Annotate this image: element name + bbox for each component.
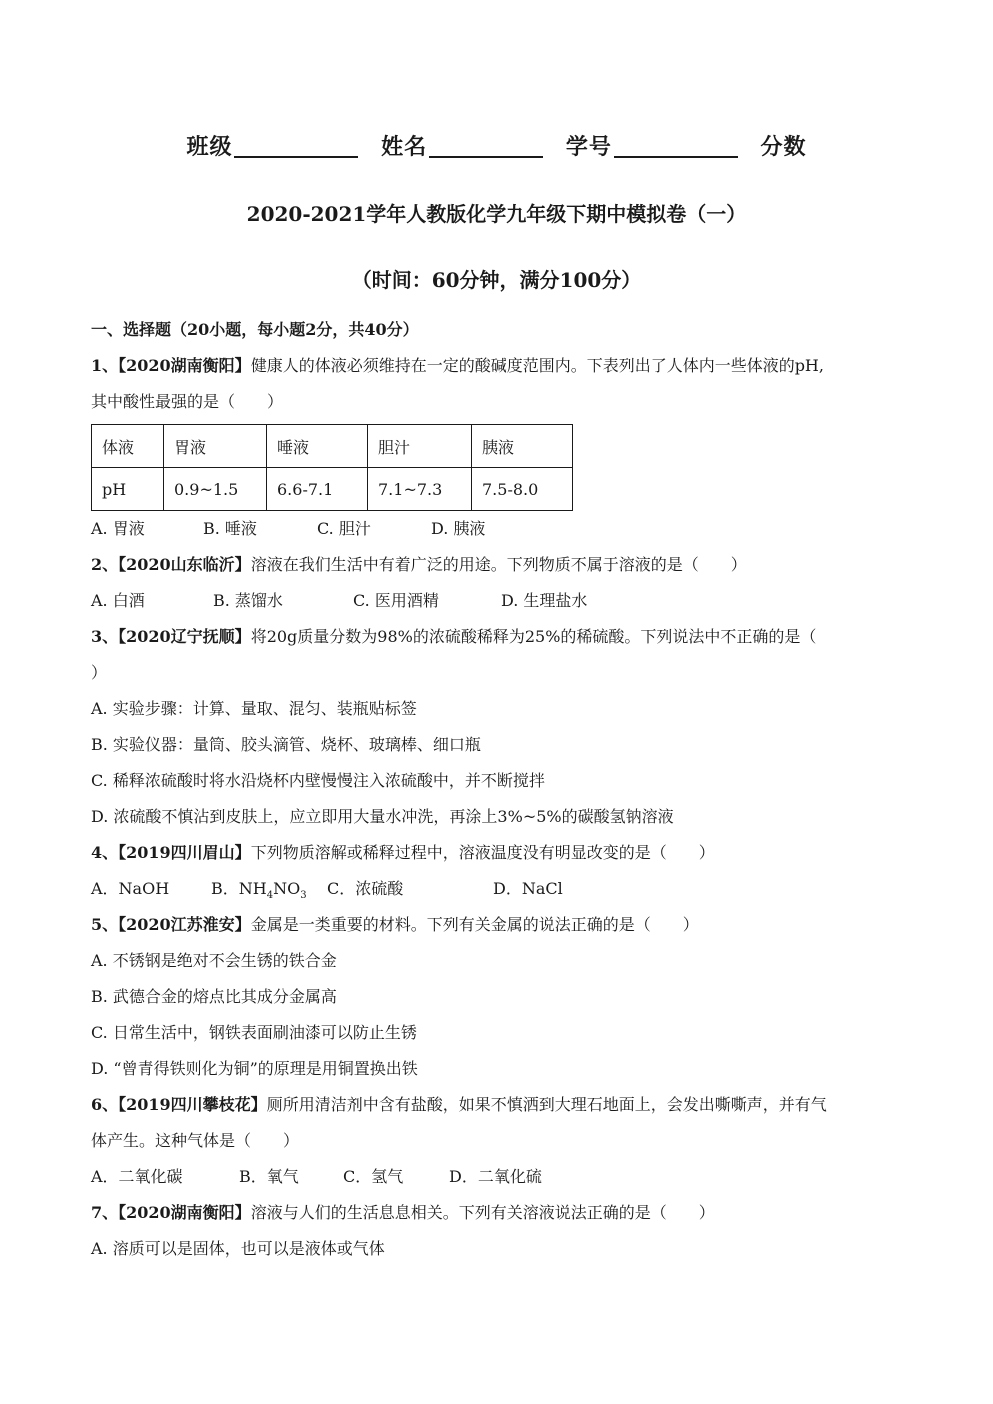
question-2-options bbox=[91, 583, 901, 619]
question-text: 下列物质溶解或稀释过程中，溶液温度没有明显改变的是（ ） bbox=[250, 843, 715, 862]
question-source: 【2020山东临沂】 bbox=[118, 555, 251, 574]
question-text: 厕所用清洁剂中含有盐酸，如果不慎洒到大理石地面上，会发出嘶嘶声，并有气 bbox=[266, 1095, 827, 1114]
question-6 bbox=[91, 1087, 901, 1123]
question-3-cont: ） bbox=[91, 663, 108, 682]
question-number: 6、 bbox=[91, 1095, 119, 1114]
option-c: C. 稀释浓硫酸时将水沿烧杯内壁慢慢注入浓硫酸中，并不断搅拌 bbox=[91, 771, 545, 790]
option-b-prefix: B．NH bbox=[211, 879, 267, 898]
option-d: D. “曾青得铁则化为铜”的原理是用铜置换出铁 bbox=[91, 1059, 418, 1078]
option-b: B. 武德合金的熔点比其成分金属高 bbox=[91, 987, 337, 1006]
section-heading: 一、选择题（20小题，每小题2分，共40分） bbox=[91, 320, 419, 339]
question-source: 【2020江苏淮安】 bbox=[118, 915, 251, 934]
question-text: 金属是一类重要的材料。下列有关金属的说法正确的是（ ） bbox=[250, 915, 699, 934]
question-source: 【2019四川眉山】 bbox=[118, 843, 251, 862]
option-a: A．NaOH bbox=[91, 879, 170, 898]
table-cell: 胰液 bbox=[472, 425, 573, 468]
question-number: 5、 bbox=[91, 915, 119, 934]
question-1 bbox=[91, 348, 901, 384]
ph-table bbox=[91, 424, 573, 511]
student-info-header bbox=[0, 130, 993, 161]
table-cell: 胃液 bbox=[164, 425, 267, 468]
question-2 bbox=[91, 547, 901, 583]
option-b: B. 实验仪器：量筒、胶头滴管、烧杯、玻璃棒、细口瓶 bbox=[91, 735, 481, 754]
question-4-options bbox=[91, 871, 901, 907]
option-d: D. 生理盐水 bbox=[501, 591, 588, 610]
option-c: C．氢气 bbox=[343, 1167, 404, 1186]
question-source: 【2020湖南衡阳】 bbox=[118, 356, 251, 375]
question-1-cont: 其中酸性最强的是（ ） bbox=[91, 392, 284, 411]
option-d: D．二氧化硫 bbox=[449, 1167, 542, 1186]
option-a: A. 溶质可以是固体，也可以是液体或气体 bbox=[91, 1239, 385, 1258]
option-b: B. 蒸馏水 bbox=[213, 591, 283, 610]
option-c: C. 医用酒精 bbox=[353, 591, 439, 610]
question-text: 溶液与人们的生活息息相关。下列有关溶液说法正确的是（ ） bbox=[250, 1203, 715, 1222]
table-cell: pH bbox=[92, 468, 164, 511]
exam-title: 2020-2021学年人教版化学九年级下期中模拟卷（一） bbox=[246, 202, 747, 226]
option-b-mid: NO bbox=[273, 879, 301, 898]
option-b-sub1: 4 bbox=[266, 890, 274, 902]
id-blank bbox=[614, 130, 738, 158]
table-cell: 唾液 bbox=[267, 425, 368, 468]
question-6-options bbox=[91, 1159, 901, 1195]
option-c: C．浓硫酸 bbox=[327, 879, 404, 898]
question-4 bbox=[91, 835, 901, 871]
option-d: D. 浓硫酸不慎沾到皮肤上，应立即用大量水冲洗，再涂上3%~5%的碳酸氢钠溶液 bbox=[91, 807, 674, 826]
id-label: 学号 bbox=[565, 134, 612, 160]
question-text: 将20g质量分数为98%的浓硫酸稀释为25%的稀硫酸。下列说法中不正确的是（ bbox=[250, 627, 817, 646]
question-source: 【2020辽宁抚顺】 bbox=[118, 627, 251, 646]
table-row bbox=[92, 468, 573, 511]
question-source: 【2020湖南衡阳】 bbox=[118, 1203, 251, 1222]
table-cell: 0.9~1.5 bbox=[164, 468, 267, 511]
exam-content bbox=[91, 312, 901, 1267]
exam-subtitle: （时间：60分钟，满分100分） bbox=[351, 268, 642, 292]
name-blank bbox=[429, 130, 543, 158]
class-label: 班级 bbox=[186, 134, 233, 160]
table-cell: 7.5-8.0 bbox=[472, 468, 573, 511]
option-a: A．二氧化碳 bbox=[91, 1167, 183, 1186]
question-number: 1、 bbox=[91, 356, 119, 375]
table-row bbox=[92, 425, 573, 468]
question-number: 2、 bbox=[91, 555, 119, 574]
question-text: 溶液在我们生活中有着广泛的用途。下列物质不属于溶液的是（ ） bbox=[250, 555, 747, 574]
question-7 bbox=[91, 1195, 901, 1231]
option-a: A. 不锈钢是绝对不会生锈的铁合金 bbox=[91, 951, 337, 970]
question-number: 3、 bbox=[91, 627, 119, 646]
option-b-sub2: 3 bbox=[300, 890, 307, 902]
question-6-cont: 体产生。这种气体是（ ） bbox=[91, 1131, 300, 1150]
option-d: D．NaCl bbox=[493, 879, 563, 898]
option-c: C. 日常生活中，钢铁表面刷油漆可以防止生锈 bbox=[91, 1023, 417, 1042]
class-blank bbox=[234, 130, 358, 158]
table-cell: 7.1~7.3 bbox=[368, 468, 472, 511]
name-label: 姓名 bbox=[381, 134, 428, 160]
question-3 bbox=[91, 619, 901, 655]
score-label: 分数 bbox=[760, 134, 807, 160]
question-text: 健康人的体液必须维持在一定的酸碱度范围内。下表列出了人体内一些体液的pH, bbox=[250, 356, 824, 375]
question-number: 7、 bbox=[91, 1203, 119, 1222]
option-d: D. 胰液 bbox=[431, 519, 486, 538]
option-a: A. 胃液 bbox=[91, 519, 145, 538]
option-b: B. 唾液 bbox=[203, 519, 257, 538]
question-source: 【2019四川攀枝花】 bbox=[118, 1095, 267, 1114]
option-a: A. 白酒 bbox=[91, 591, 145, 610]
table-cell: 体液 bbox=[92, 425, 164, 468]
table-cell: 胆汁 bbox=[368, 425, 472, 468]
option-b: B．氧气 bbox=[239, 1167, 299, 1186]
option-a: A. 实验步骤：计算、量取、混匀、装瓶贴标签 bbox=[91, 699, 417, 718]
table-cell: 6.6-7.1 bbox=[267, 468, 368, 511]
question-number: 4、 bbox=[91, 843, 119, 862]
option-c: C. 胆汁 bbox=[317, 519, 371, 538]
question-5 bbox=[91, 907, 901, 943]
question-1-options bbox=[91, 511, 901, 547]
